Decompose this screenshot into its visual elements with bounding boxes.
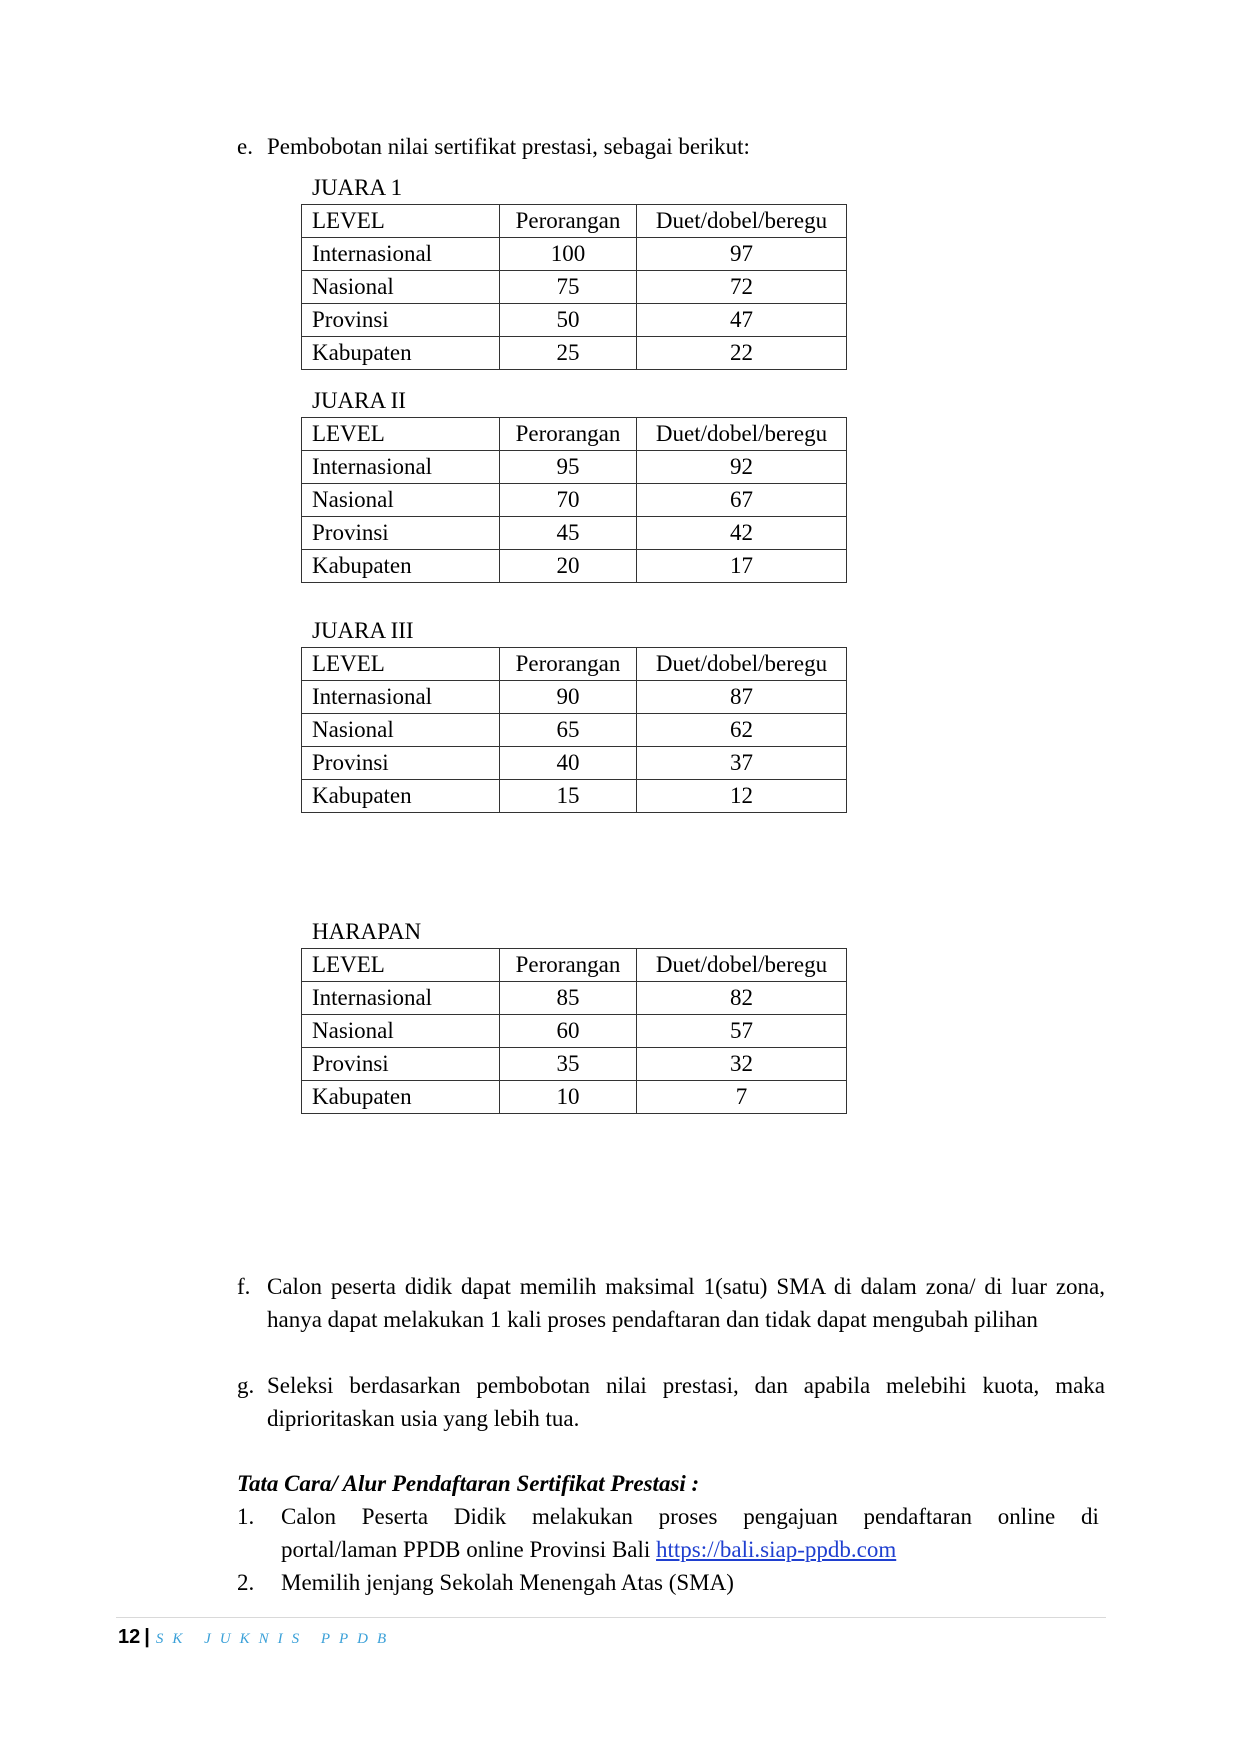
table-cell: 32 [637, 1048, 847, 1081]
table-cell: 65 [500, 714, 637, 747]
step-word: Peserta [361, 1504, 429, 1529]
table-cell: 20 [500, 550, 637, 583]
list-item-text: Calon peserta didik dapat memilih maksimal 1(satu) SMA di dalam zona/ di luar zona, hanya dapat melakukan 1 kali proses pendaftaran dan tidak dapat mengubah pilihan [267, 1274, 1105, 1332]
table-header-row [302, 205, 847, 238]
table-header-cell: Perorangan [500, 648, 637, 681]
table-cell: Kabupaten [302, 780, 500, 813]
table-row [302, 982, 847, 1015]
table-header-cell: Duet/dobel/beregu [637, 418, 847, 451]
step-word: pendaftaran [863, 1504, 973, 1529]
table-header-cell: LEVEL [302, 418, 500, 451]
table-row [302, 304, 847, 337]
table-header-cell: Duet/dobel/beregu [637, 949, 847, 982]
table-cell: 22 [637, 337, 847, 370]
table-row [302, 1081, 847, 1114]
table-cell: Nasional [302, 484, 500, 517]
list-item-text: Seleksi berdasarkan pembobotan nilai prestasi, dan apabila melebihi kuota, maka diprioritaskan usia yang lebih tua. [267, 1373, 1105, 1431]
table-cell: 57 [637, 1015, 847, 1048]
step-text: portal/laman PPDB online Provinsi Bali [281, 1537, 651, 1562]
table-cell: Kabupaten [302, 1081, 500, 1114]
step-text-line [281, 1533, 1099, 1566]
page-number: 12 [118, 1626, 141, 1648]
table-cell: Kabupaten [302, 550, 500, 583]
step-word: pengajuan [743, 1504, 838, 1529]
table-title: JUARA III [312, 618, 414, 643]
table-cell: Provinsi [302, 747, 500, 780]
table-row [302, 451, 847, 484]
table-cell: 37 [637, 747, 847, 780]
table-cell: Internasional [302, 681, 500, 714]
table-row [302, 1015, 847, 1048]
table-cell: 47 [637, 304, 847, 337]
table-row [302, 780, 847, 813]
table-row [302, 681, 847, 714]
table-cell: 42 [637, 517, 847, 550]
table-cell: 70 [500, 484, 637, 517]
step-word: Didik [453, 1504, 507, 1529]
step-word: proses [658, 1504, 718, 1529]
table-cell: 62 [637, 714, 847, 747]
table-row [302, 337, 847, 370]
table-row [302, 1048, 847, 1081]
table-cell: Nasional [302, 714, 500, 747]
step-number: 2. [237, 1570, 255, 1595]
step-word: di [1081, 1504, 1099, 1529]
score-table [301, 417, 847, 583]
table-cell: Provinsi [302, 304, 500, 337]
table-header-cell: LEVEL [302, 205, 500, 238]
table-header-cell: Duet/dobel/beregu [637, 205, 847, 238]
step-text-line [281, 1500, 1099, 1533]
table-cell: 17 [637, 550, 847, 583]
step-word: Calon [281, 1504, 336, 1529]
table-cell: 15 [500, 780, 637, 813]
procedure-step-1 [237, 1500, 1099, 1566]
list-marker: e. [237, 134, 253, 159]
table-header-row [302, 648, 847, 681]
procedure-step-2 [237, 1566, 1099, 1599]
step-number: 1. [237, 1504, 255, 1529]
list-item-text: Pembobotan nilai sertifikat prestasi, sebagai berikut: [267, 134, 750, 159]
table-row [302, 484, 847, 517]
table-cell: Provinsi [302, 517, 500, 550]
table-cell: Nasional [302, 271, 500, 304]
table-cell: 50 [500, 304, 637, 337]
table-header-cell: Perorangan [500, 949, 637, 982]
table-header-cell: LEVEL [302, 949, 500, 982]
score-table [301, 948, 847, 1114]
table-header-cell: Perorangan [500, 418, 637, 451]
table-cell: Nasional [302, 1015, 500, 1048]
table-cell: 12 [637, 780, 847, 813]
table-header-cell: LEVEL [302, 648, 500, 681]
table-cell: 95 [500, 451, 637, 484]
table-cell: 85 [500, 982, 637, 1015]
table-cell: 90 [500, 681, 637, 714]
page-footer [118, 1623, 395, 1652]
list-marker: g. [237, 1373, 255, 1398]
table-cell: 72 [637, 271, 847, 304]
table-row [302, 550, 847, 583]
table-row [302, 747, 847, 780]
step-text: Memilih jenjang Sekolah Menengah Atas (SMA) [281, 1570, 734, 1595]
document-label: SK JUKNIS PPDB [155, 1631, 396, 1647]
score-table [301, 647, 847, 813]
table-header-row [302, 949, 847, 982]
table-title: JUARA II [312, 388, 406, 413]
table-title: JUARA 1 [312, 175, 403, 200]
table-header-cell: Perorangan [500, 205, 637, 238]
list-item-g [237, 1369, 1105, 1435]
footer-divider [116, 1617, 1106, 1618]
table-cell: Kabupaten [302, 337, 500, 370]
table-row [302, 714, 847, 747]
table-cell: 25 [500, 337, 637, 370]
table-row [302, 517, 847, 550]
procedure-heading: Tata Cara/ Alur Pendaftaran Sertifikat Prestasi : [237, 1471, 700, 1496]
table-row [302, 238, 847, 271]
table-cell: 60 [500, 1015, 637, 1048]
table-cell: 45 [500, 517, 637, 550]
table-cell: 40 [500, 747, 637, 780]
footer-separator: | [144, 1626, 150, 1648]
table-cell: Internasional [302, 238, 500, 271]
table-cell: 7 [637, 1081, 847, 1114]
score-table [301, 204, 847, 370]
ppdb-portal-link[interactable]: https://bali.siap-ppdb.com [656, 1537, 897, 1562]
table-cell: 35 [500, 1048, 637, 1081]
table-cell: 10 [500, 1081, 637, 1114]
table-row [302, 271, 847, 304]
table-cell: 67 [637, 484, 847, 517]
table-cell: 92 [637, 451, 847, 484]
table-cell: 100 [500, 238, 637, 271]
table-cell: 82 [637, 982, 847, 1015]
table-cell: Provinsi [302, 1048, 500, 1081]
table-cell: 87 [637, 681, 847, 714]
list-marker: f. [237, 1274, 251, 1299]
table-cell: 97 [637, 238, 847, 271]
table-title: HARAPAN [312, 919, 422, 944]
table-cell: Internasional [302, 982, 500, 1015]
table-header-cell: Duet/dobel/beregu [637, 648, 847, 681]
step-word: melakukan [532, 1504, 633, 1529]
step-word: online [997, 1504, 1056, 1529]
list-item-f [237, 1270, 1105, 1336]
table-cell: 75 [500, 271, 637, 304]
table-cell: Internasional [302, 451, 500, 484]
table-header-row [302, 418, 847, 451]
